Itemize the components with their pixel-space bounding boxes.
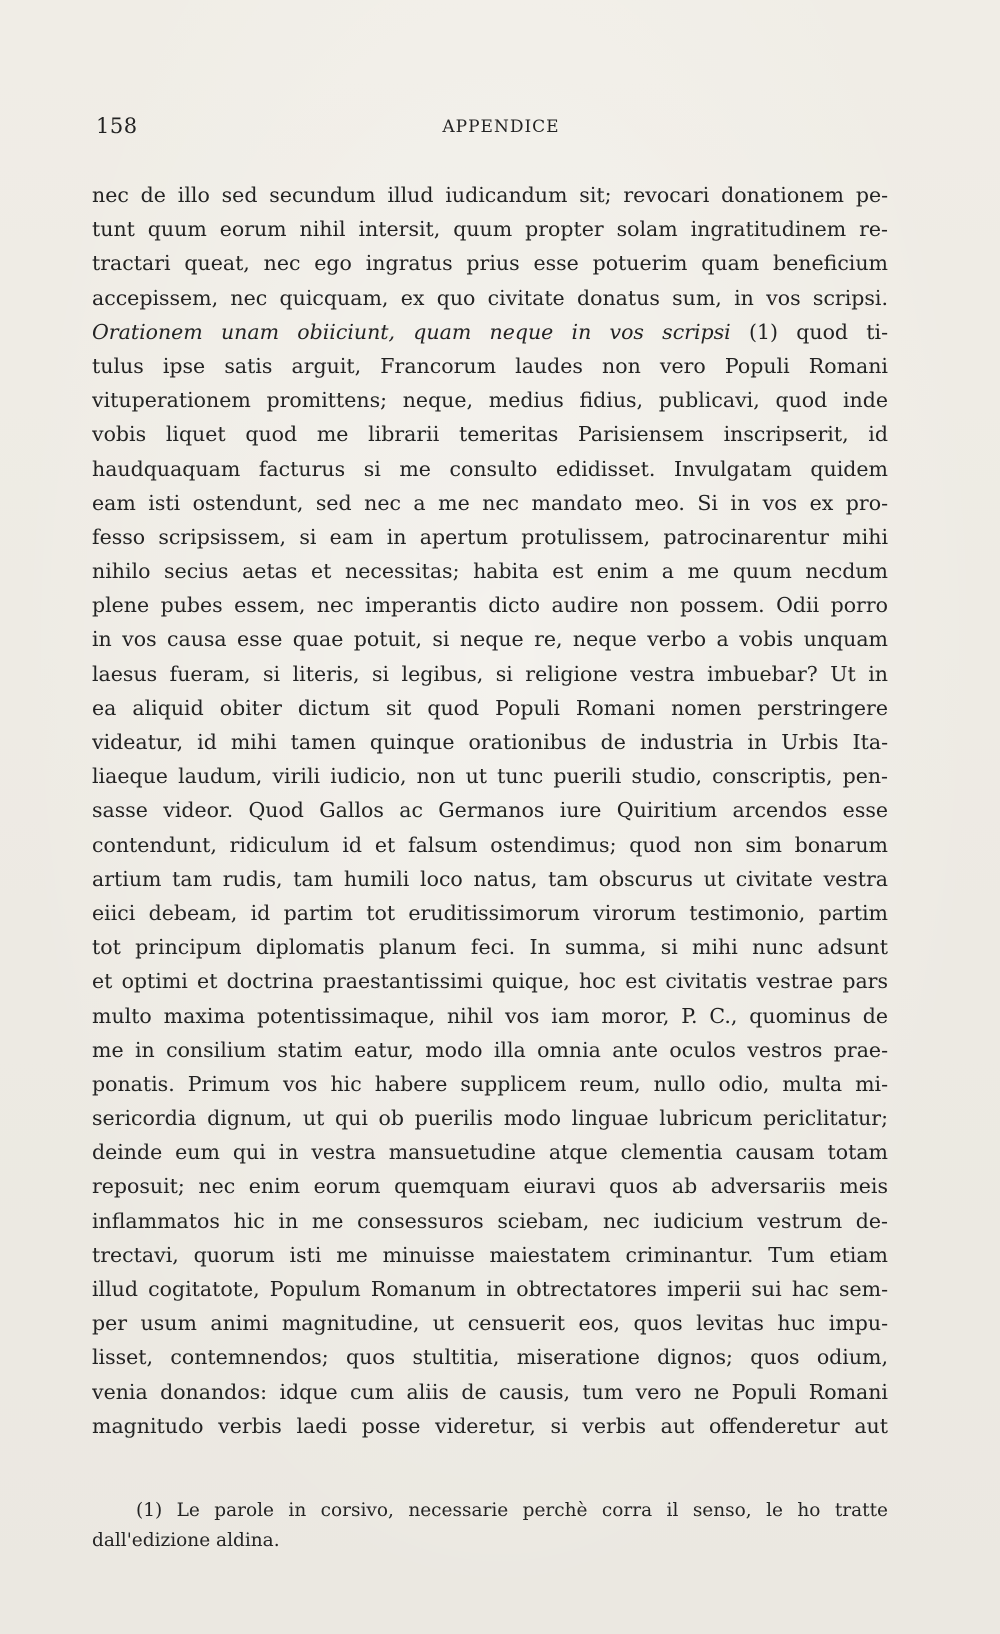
footnote — [92, 1496, 888, 1556]
text-line: accepissem, nec quicquam, ex quo civitate donatus sum, in vos scripsi. — [92, 285, 888, 310]
footnote-line: (1) Le parole in corsivo, necessarie perchè corra il senso, le ho tratte — [136, 1500, 888, 1521]
text-line: in vos causa esse quae potuit, si neque re, neque verbo a vobis unquam — [92, 627, 888, 652]
text-line: illud cogitatote, Populum Romanum in obtrectatores imperii sui hac sem- — [92, 1277, 888, 1301]
text-line: nec de illo sed secundum illud iudicandum sit; revocari donationem pe- — [92, 183, 888, 207]
text-line: haudquaquam facturus si me consulto edidisset. Invulgatam quidem — [92, 456, 888, 481]
text-line: sericordia dignum, ut qui ob puerilis modo linguae lubricum periclitatur; — [92, 1106, 888, 1131]
text-line: contendunt, ridiculum id et falsum ostendimus; quod non sim bonarum — [92, 832, 888, 857]
text-line: et optimi et doctrina praestantissimi quique, hoc est civitatis vestrae pars — [92, 969, 888, 994]
italic-phrase: Orationem unam obiiciunt, quam neque in vos scripsi — [92, 319, 731, 344]
text-line: ea aliquid obiter dictum sit quod Populi Romani nomen perstringere — [92, 695, 888, 720]
text-line: me in consilium statim eatur, modo illa omnia ante oculos vestros prae- — [92, 1037, 888, 1062]
text-line — [92, 315, 888, 349]
text-line: artium tam rudis, tam humili loco natus, tam obscurus ut civitate vestra — [92, 866, 888, 891]
text-line: liaeque laudum, virili iudicio, non ut tunc puerili studio, conscriptis, pen- — [92, 764, 888, 789]
text-line: tunt quum eorum nihil intersit, quum propter solam ingratitudinem re- — [92, 217, 888, 242]
text-line: tractari queat, nec ego ingratus prius esse potuerim quam beneficium — [92, 251, 888, 276]
text-line: deinde eum qui in vestra mansuetudine atque clementia causam totam — [92, 1140, 888, 1165]
text-line: tulus ipse satis arguit, Francorum laudes non vero Populi Romani — [92, 353, 888, 378]
text-line: eiici debeam, id partim tot eruditissimorum virorum testimonio, partim — [92, 900, 888, 925]
text-line: laesus fueram, si literis, si legibus, si religione vestra imbuebar? Ut in — [92, 661, 888, 686]
page-header — [96, 114, 906, 144]
text-line: lisset, contemnendos; quos stultitia, miseratione dignos; quos odium, — [92, 1345, 888, 1370]
footnote-line: dall'edizione aldina. — [92, 1530, 280, 1551]
text-line: inflammatos hic in me consessuros sciebam, nec iudicium vestrum de- — [92, 1208, 888, 1233]
text-line: nihilo secius aetas et necessitas; habita est enim a me quum necdum — [92, 559, 888, 584]
text-line: vobis liquet quod me librarii temeritas Parisiensem inscripserit, id — [92, 422, 888, 447]
text-line: magnitudo verbis laedi posse videretur, si verbis aut offenderetur aut — [92, 1413, 888, 1438]
text-line: multo maxima potentissimaque, nihil vos iam moror, P. C., quominus de — [92, 1003, 888, 1028]
text-line: eam isti ostendunt, sed nec a me nec mandato meo. Si in vos ex pro- — [92, 490, 888, 515]
text-line: tot principum diplomatis planum feci. In summa, si mihi nunc adsunt — [92, 935, 888, 960]
text-span: (1) quod ti- — [730, 319, 888, 344]
text-line: videatur, id mihi tamen quinque orationibus de industria in Urbis Ita- — [92, 730, 888, 754]
text-line: reposuit; nec enim eorum quemquam eiuravi quos ab adversariis meis — [92, 1174, 888, 1199]
text-line: venia donandos: idque cum aliis de causis, tum vero ne Populi Romani — [92, 1379, 888, 1404]
text-line: ponatis. Primum vos hic habere supplicem reum, nullo odio, multa mi- — [92, 1071, 888, 1096]
page-number: 158 — [96, 114, 138, 138]
text-line: fesso scripsissem, si eam in apertum protulissem, patrocinarentur mihi — [92, 524, 888, 549]
text-line: plene pubes essem, nec imperantis dicto audire non possem. Odii porro — [92, 593, 888, 618]
text-line: sasse videor. Quod Gallos ac Germanos iure Quiritium arcendos esse — [92, 798, 888, 823]
text-line: vituperationem promittens; neque, medius fidius, publicavi, quod inde — [92, 388, 888, 413]
text-line: per usum animi magnitudine, ut censuerit eos, quos levitas huc impu- — [92, 1311, 888, 1336]
running-head: APPENDICE — [442, 117, 560, 137]
body-text — [92, 178, 888, 1443]
text-line: trectavi, quorum isti me minuisse maiestatem criminantur. Tum etiam — [92, 1242, 888, 1267]
